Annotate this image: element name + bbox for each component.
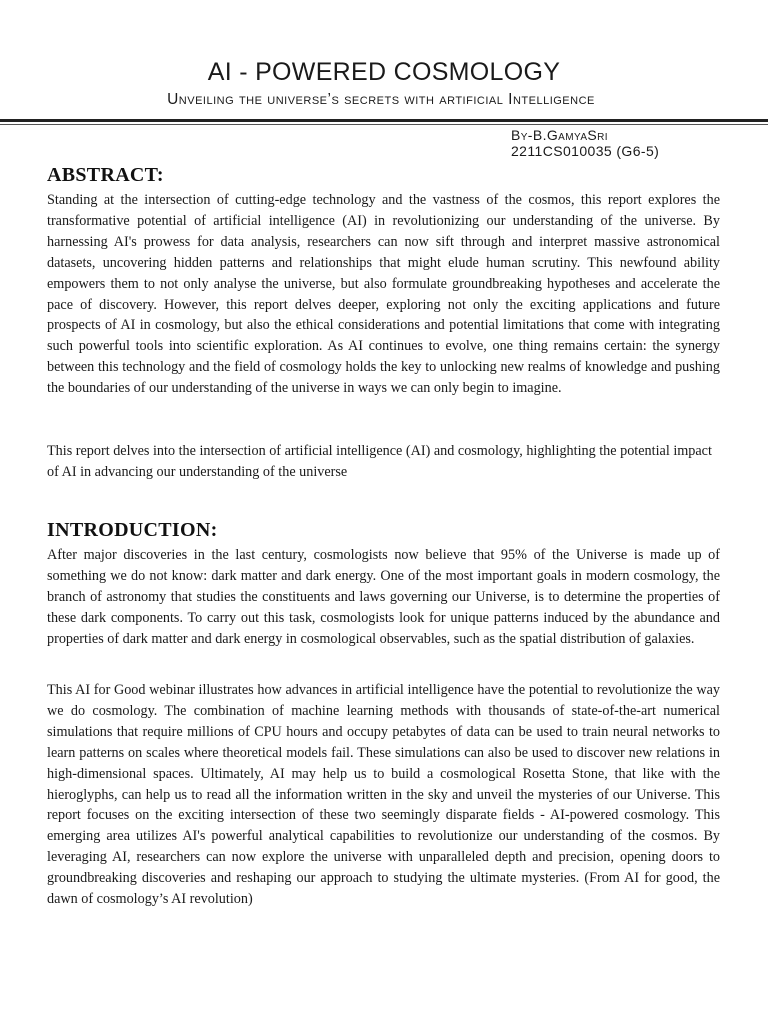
document-subtitle: Unveiling the universe’s secrets with artificial Intelligence <box>167 91 595 108</box>
abstract-paragraph-1: Standing at the intersection of cutting-edge technology and the vastness of the cosmos, this report explores the transformative potential of artificial intelligence (AI) in revolutionizing our understanding of the universe. By harnessing AI's prowess for data analysis, researchers can now sift through and interpret massive astronomical datasets, uncovering hidden patterns and relationships that might elude human scrutiny. This newfound ability empowers them to not only analyse the universe, but also formulate groundbreaking hypotheses and accelerate the pace of discovery. However, this report delves deeper, exploring not only the exciting applications and future prospects of AI in cosmology, but also the ethical considerations and potential limitations that come with integrating such powerful tools into scientific exploration. As AI continues to evolve, one thing remains certain: the synergy between this technology and the field of cosmology holds the key to unlocking new realms of knowledge and pushing the boundaries of our understanding of the universe in ways we can only begin to imagine. <box>47 192 720 397</box>
author-name: By-B.GamyaSri <box>511 127 608 143</box>
header-rule-thick <box>0 119 768 122</box>
document-title: AI - POWERED COSMOLOGY <box>207 58 561 86</box>
abstract-paragraph-2: This report delves into the intersection of artificial intelligence (AI) and cosmology, highlighting the potential impact of AI in advancing our understanding of the universe <box>47 443 712 480</box>
abstract-heading: ABSTRACT: <box>47 164 164 186</box>
introduction-paragraph-2: This AI for Good webinar illustrates how advances in artificial intelligence have the potential to revolutionize the way we do cosmology. The combination of machine learning methods with thousands of state-of-the-art numerical simulations that require millions of CPU hours and occupy petabytes of data can be used to train neural networks to learn patterns on scales where theoretical models fail. These simulations can also be used to discover new relations in high-dimensional spaces. Ultimately, AI may help us to build a cosmological Rosetta Stone, that like with the hieroglyphs, can help us to read all the information written in the sky and unveil the mysteries of our Universe. This report focuses on the exciting intersection of these two seemingly disparate fields - AI-powered cosmology. This emerging area utilizes AI's powerful analytical capabilities to revolutionize our understanding of the cosmos. By leveraging AI, researchers can now explore the universe with unparalleled depth and precision, opening doors to groundbreaking discoveries and reshaping our approach to studying the ultimate mysteries. (From AI for good, the dawn of cosmology’s AI revolution) <box>47 682 720 908</box>
introduction-heading: INTRODUCTION: <box>47 519 218 541</box>
byline <box>511 127 761 159</box>
introduction-paragraph-1: After major discoveries in the last century, cosmologists now believe that 95% of the Universe is made up of something we do not know: dark matter and dark energy. One of the most important goals in modern cosmology, the branch of astronomy that studies the constituents and laws governing our Universe, is to determine the properties of these dark components. To carry out this task, cosmologists look for unique patterns induced by the abundance and properties of dark matter and dark energy in cosmological observables, such as the spatial distribution of galaxies. <box>47 547 720 647</box>
header-rule-thin <box>0 124 768 125</box>
author-id: 2211CS010035 (G6-5) <box>511 143 660 159</box>
